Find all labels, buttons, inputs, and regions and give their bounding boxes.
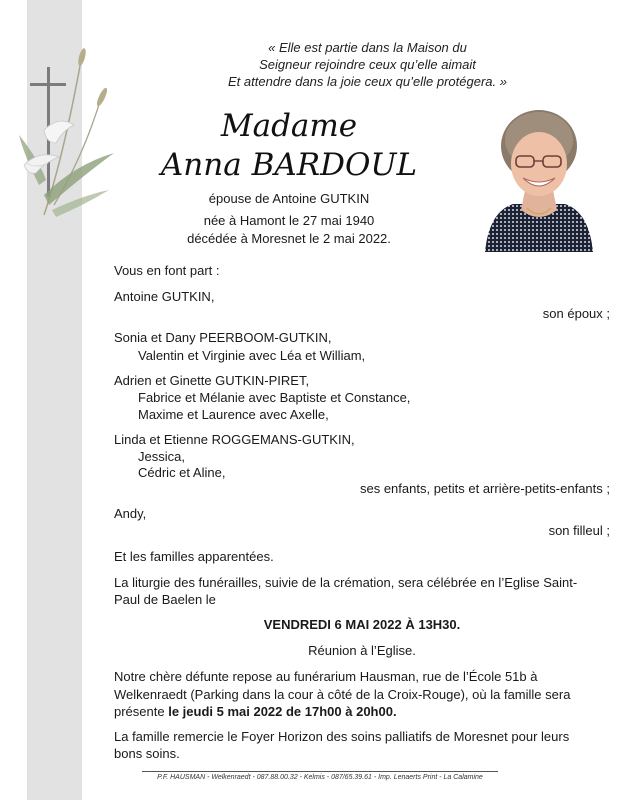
intro-line: Vous en font part : [114, 263, 220, 278]
family2-children-1: Fabrice et Mélanie avec Baptiste et Constance, [138, 390, 411, 405]
memorial-quote [175, 39, 560, 90]
family1-children: Valentin et Virginie avec Léa et William, [138, 348, 366, 363]
husband-name: Antoine GUTKIN, [114, 289, 215, 304]
family3-children-2: Cédric et Aline, [138, 465, 226, 480]
thanks-line-2: bons soins. [114, 746, 180, 761]
godson-name: Andy, [114, 506, 147, 521]
relatives-line: Et les familles apparentées. [114, 549, 274, 564]
deceased-name: Anna BARDOUL [160, 147, 418, 183]
thanks-line-1: La famille remercie le Foyer Horizon des soins palliatifs de Moresnet pour leurs [114, 729, 570, 744]
reunion-line: Réunion à l’Eglise. [308, 643, 416, 658]
ceremony-line-2: Paul de Baelen le [114, 592, 216, 607]
footer-divider [142, 771, 498, 772]
lily-cross-emblem-icon [14, 45, 124, 220]
visitation-time: le jeudi 5 mai 2022 de 17h00 à 20h00. [168, 704, 397, 719]
ceremony-date: VENDREDI 6 MAI 2022 À 13H30. [263, 617, 461, 632]
godson-relation: son filleul ; [548, 523, 610, 538]
visitation-line-3 [114, 702, 397, 721]
ceremony-line-1: La liturgie des funérailles, suivie de la crémation, sera célébrée en l’Eglise Saint- [114, 575, 578, 590]
family3-children-1: Jessica, [138, 449, 185, 464]
quote-line-1: « Elle est partie dans la Maison du [268, 40, 467, 55]
birth-line: née à Hamont le 27 mai 1940 [203, 213, 375, 228]
footer-credits: P.F. HAUSMAN - Welkenraedt - 087.88.00.32 - Kelmis - 087/65.39.61 - Imp. Lenaerts Print - La Calamine [157, 774, 483, 781]
spouse-line: épouse de Antoine GUTKIN [208, 191, 370, 206]
family3-head: Linda et Etienne ROGGEMANS-GUTKIN, [114, 432, 355, 447]
death-line: décédée à Moresnet le 2 mai 2022. [187, 231, 391, 246]
children-relation: ses enfants, petits et arrière-petits-enfants ; [359, 481, 610, 496]
visitation-line-1: Notre chère défunte repose au funérarium Hausman, rue de l’École 51b à [114, 669, 538, 684]
family1-head: Sonia et Dany PEERBOOM-GUTKIN, [114, 330, 332, 345]
husband-relation: son époux ; [542, 306, 610, 321]
visitation-line-2: Welkenraedt (Parking dans la cour à côté de la Croix-Rouge), où la famille sera [114, 687, 571, 702]
honorific-title: Madame [220, 108, 358, 144]
quote-line-2: Seigneur rejoindre ceux qu’elle aimait [259, 57, 476, 72]
family2-head: Adrien et Ginette GUTKIN-PIRET, [114, 373, 310, 388]
portrait-photo [483, 104, 595, 254]
quote-line-3: Et attendre dans la joie ceux qu’elle protégera. » [228, 74, 507, 89]
family2-children-2: Maxime et Laurence avec Axelle, [138, 407, 329, 422]
visitation-prefix: présente [114, 704, 169, 719]
